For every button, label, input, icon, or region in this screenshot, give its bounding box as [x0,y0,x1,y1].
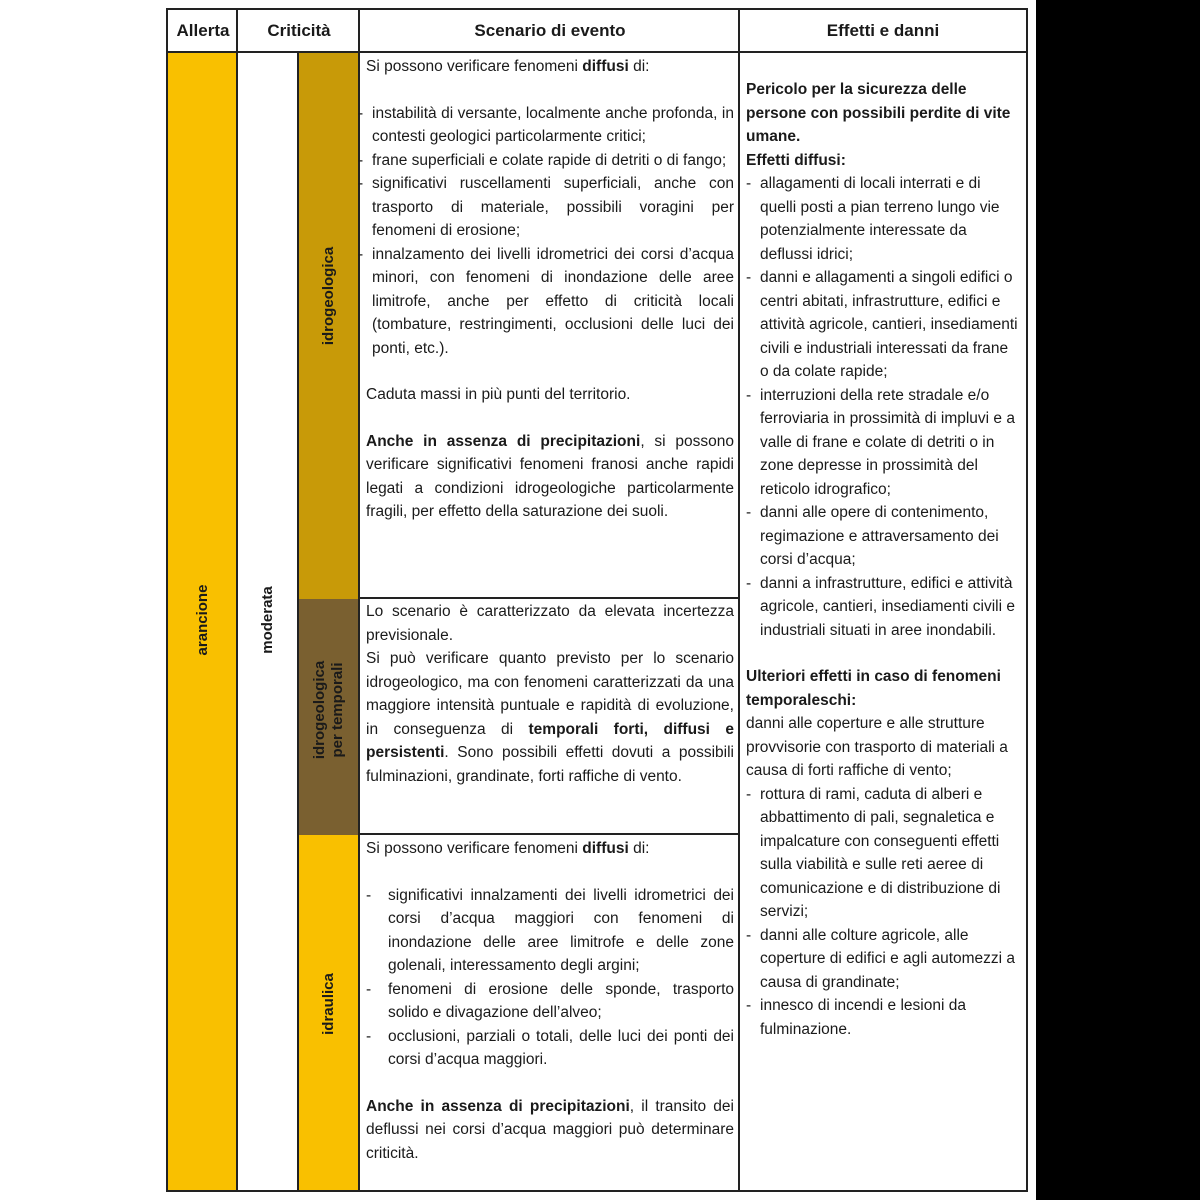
list-item: - significativi ruscellamenti superficiali, anche con trasporto di materiale, possibili voragini per fenomeni di erosione; [358,172,734,243]
divider [738,10,740,1190]
list-item: - significativi innalzamenti dei livelli idrometrici dei corsi d’acqua maggiori con fenomeni di inondazione delle aree limitrofe e delle zone golenali, interessamento degli argini; [366,884,734,978]
effetti-pericolo: Pericolo per la sicurezza delle persone con possibili perdite di vite umane. [746,81,1011,145]
list-item: - fenomeni di erosione delle sponde, trasporto solido e divagazione dell’alveo; [366,978,734,1025]
list-item: - occlusioni, parziali o totali, delle luci dei ponti dei corsi d’acqua maggiori. [366,1025,734,1072]
list-item: - allagamenti di locali interrati e di quelli posti a pian terreno lungo vie potenzialmente interessate da deflussi idrici; [746,172,1020,266]
list-item: - interruzioni della rete stradale e/o ferroviaria in prossimità di impluvi e a valle di frane e colate di detriti o in zone depresse in prossimità del reticolo idrografico; [746,384,1020,502]
effetti-ulteriori-list [746,783,1020,1042]
list-item: - instabilità di versante, localmente anche profonda, in contesti geologici particolarmente critici; [358,102,734,149]
list-item: - innalzamento dei livelli idrometrici dei corsi d’acqua minori, con fenomeni di inondazione delle aree limitrofe, anche per effetto di criticità locali (tombature, restringimenti, occlusioni delle luci dei ponti, etc.). [358,243,734,361]
scenario-idra-list [366,884,734,1072]
scenario-temp-p2: Si può verificare quanto previsto per lo scenario idrogeologico, ma con fenomeni caratterizzati da una maggiore intensità puntuale e rapidità di evoluzione, in conseguenza di temporali forti, diffusi e persistenti. Sono possibili effetti dovuti a possibili fulminazioni, grandinate, forti raffiche di vento. [366,650,734,785]
scenario-idra-intro: Si possono verificare fenomeni diffusi di: [366,840,650,857]
list-item: - danni a infrastrutture, edifici e attività agricole, cantieri, insediamenti civili e industriali situati in aree inondabili. [746,572,1020,643]
header-criticita: Criticità [238,10,360,53]
list-item: - rottura di rami, caduta di alberi e abbattimento di pali, segnaletica e impalcature con conseguenti effetti sulla viabilità e sulle reti aeree di comunicazione e di distribuzione di servizi; [746,783,1020,924]
scenario-idraulica [366,837,734,1189]
divider [297,53,299,1190]
criticita-label: moderata [259,586,276,654]
divider [236,10,238,1190]
header-allerta: Allerta [168,10,238,53]
header-scenario: Scenario di evento [360,10,740,53]
type-temporali-label [311,620,347,800]
divider [358,597,738,599]
effetti-cell [746,78,1020,1188]
type-temporali-line1: idrogeologica [311,660,328,760]
type-temporali [298,599,360,835]
right-black-border [1036,0,1200,1200]
scenario-idra-assenza: Anche in assenza di precipitazioni, il transito dei deflussi nei corsi d’acqua maggiori può determinare criticità. [366,1097,734,1162]
list-item: - innesco di incendi e lesioni da fulminazione. [746,994,1020,1041]
effetti-diffusi-title: Effetti diffusi: [746,151,846,169]
scenario-temporali [366,600,734,833]
list-item: - danni e allagamenti a singoli edifici o centri abitati, infrastrutture, edifici e attività agricole, cantieri, insediamenti civili e industriali interessati da frane o da colate rapide; [746,266,1020,384]
allerta-label: arancione [194,584,211,656]
alert-table [166,8,1028,1192]
list-item: - danni alle colture agricole, alle coperture di edifici e agli automezzi a causa di grandinate; [746,924,1020,995]
divider [358,833,738,835]
scenario-idro-intro: Si possono verificare fenomeni diffusi di: [366,58,650,75]
type-idrogeologica-label: idrogeologica [320,246,337,346]
effetti-ulteriori-text: danni alle coperture e alle strutture provvisorie con trasporto di materiali a causa di forti raffiche di vento; [746,715,1008,779]
effetti-list [746,172,1020,642]
scenario-idro-assenza: Anche in assenza di precipitazioni, si possono verificare significativi fenomeni franosi anche rapidi legati a condizioni idrogeologiche particolarmente fragili, per effetto della saturazione dei suoli. [366,432,734,520]
scenario-temp-p1: Lo scenario è caratterizzato da elevata incertezza previsionale. [366,603,734,644]
list-item: - frane superficiali e colate rapide di detriti o di fango; [358,149,734,173]
type-idraulica-label: idraulica [320,973,337,1035]
scenario-idro-caduta: Caduta massi in più punti del territorio. [366,386,631,403]
type-idrogeologica [298,53,360,599]
effetti-ulteriori-title: Ulteriori effetti in caso di fenomeni temporaleschi: [746,668,1001,709]
scenario-idro-list [358,102,734,361]
criticita-cell [238,53,298,1190]
allerta-cell [168,53,238,1190]
list-item: - danni alle opere di contenimento, regimazione e attraversamento dei corsi d’acqua; [746,501,1020,572]
type-temporali-line2: per temporali [329,662,346,758]
type-idraulica [298,835,360,1190]
header-effetti: Effetti e danni [740,10,1026,53]
scenario-idrogeologica [366,55,734,597]
